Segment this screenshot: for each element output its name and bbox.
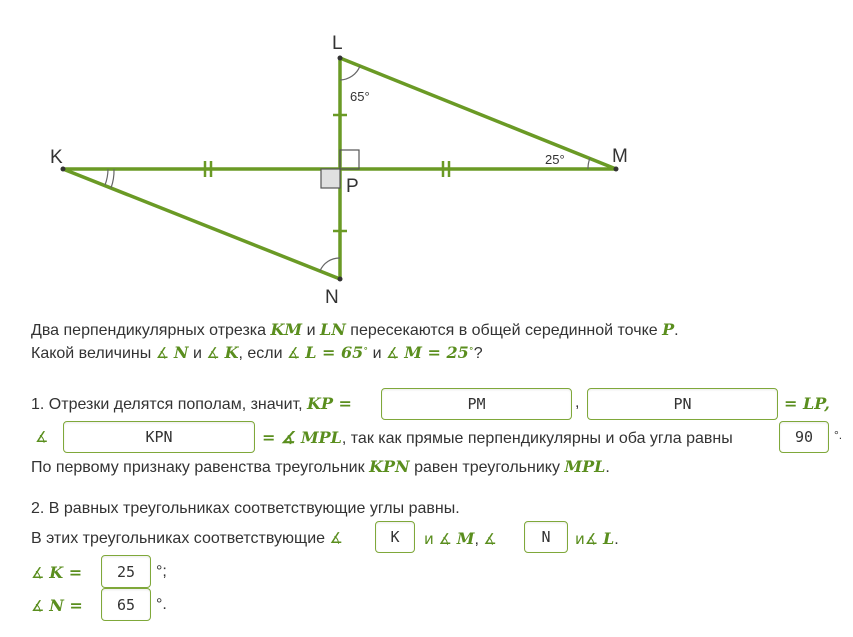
- geometry-figure: [0, 0, 853, 315]
- angle-arc-N: [320, 258, 340, 271]
- answer-box-90[interactable]: 90: [779, 421, 829, 453]
- vertex-N: [338, 277, 343, 282]
- step2-line-2: В этих треугольниках соответствующие ∡: [31, 529, 343, 547]
- angle-icon: ∡: [31, 597, 50, 615]
- step1-line-3: По первому признаку равенства треугольник KPN равен треугольнику MPL.: [31, 457, 610, 476]
- label-M: M: [612, 146, 628, 167]
- comma: ,: [575, 394, 580, 411]
- segment-km: KM: [270, 320, 303, 339]
- angle-icon: ∡: [287, 344, 306, 362]
- angle-icon: ∡: [483, 530, 497, 548]
- problem-line-1: Два перпендикулярных отрезка KM и LN пересекаются в общей серединной точке P.: [31, 320, 679, 339]
- answer-box-n-value[interactable]: 65: [101, 588, 151, 621]
- step2-and-m: и ∡ M, ∡: [424, 529, 497, 548]
- vertex-M: [614, 167, 619, 172]
- step1-line-1: 1. Отрезки делятся пополам, значит, KP =: [31, 394, 352, 413]
- angle-icon: ∡: [329, 529, 343, 547]
- eq-lp: = LP,: [784, 394, 830, 413]
- label-P: P: [346, 176, 359, 197]
- angle-icon: ∡: [35, 428, 49, 446]
- angle-icon: ∡: [206, 344, 225, 362]
- label-K: K: [50, 147, 63, 168]
- label-L: L: [332, 33, 343, 54]
- right-angle-mark-top: [340, 150, 359, 169]
- k-end: °;: [156, 563, 167, 580]
- problem-line-2: Какой величины ∡ N и ∡ K, если ∡ L = 65∘ и ∡ M = 25∘?: [31, 343, 483, 362]
- label-N: N: [325, 287, 339, 308]
- angle-icon: ∡: [386, 344, 405, 362]
- step2-line-1: 2. В равных треугольниках соответствующие углы равны.: [31, 500, 460, 517]
- angle-arc-K-1: [105, 169, 108, 185]
- answer-box-pm[interactable]: PM: [381, 388, 572, 420]
- answer-box-kpn[interactable]: KPN: [63, 421, 255, 453]
- step1-line-2: = ∡ MPL, так как прямые перпендикулярны и оба угла равны: [262, 428, 733, 447]
- angle-arc-L: [340, 66, 360, 80]
- angle-icon: ∡: [31, 564, 50, 582]
- vertex-L: [338, 56, 343, 61]
- n-equals: ∡ N =: [31, 596, 83, 615]
- point-p: P: [662, 320, 675, 339]
- angle-icon: ∡: [155, 344, 174, 362]
- answer-box-pn[interactable]: PN: [587, 388, 778, 420]
- angle-label-M: 25°: [545, 152, 565, 167]
- answer-box-k[interactable]: K: [375, 521, 415, 553]
- segment-LM: [340, 58, 616, 169]
- angle-arc-K-2: [111, 169, 114, 188]
- degree-mark: °.: [834, 428, 843, 442]
- answer-box-n[interactable]: N: [524, 521, 568, 553]
- angle-label-L: 65°: [350, 89, 370, 104]
- n-end: °.: [156, 596, 167, 613]
- segment-ln: LN: [319, 320, 346, 339]
- right-angle-mark-bottom: [321, 169, 340, 188]
- k-equals: ∡ K =: [31, 563, 83, 582]
- step2-and-l: и∡ L.: [575, 529, 619, 548]
- answer-box-k-value[interactable]: 25: [101, 555, 151, 588]
- segment-KN: [63, 169, 340, 279]
